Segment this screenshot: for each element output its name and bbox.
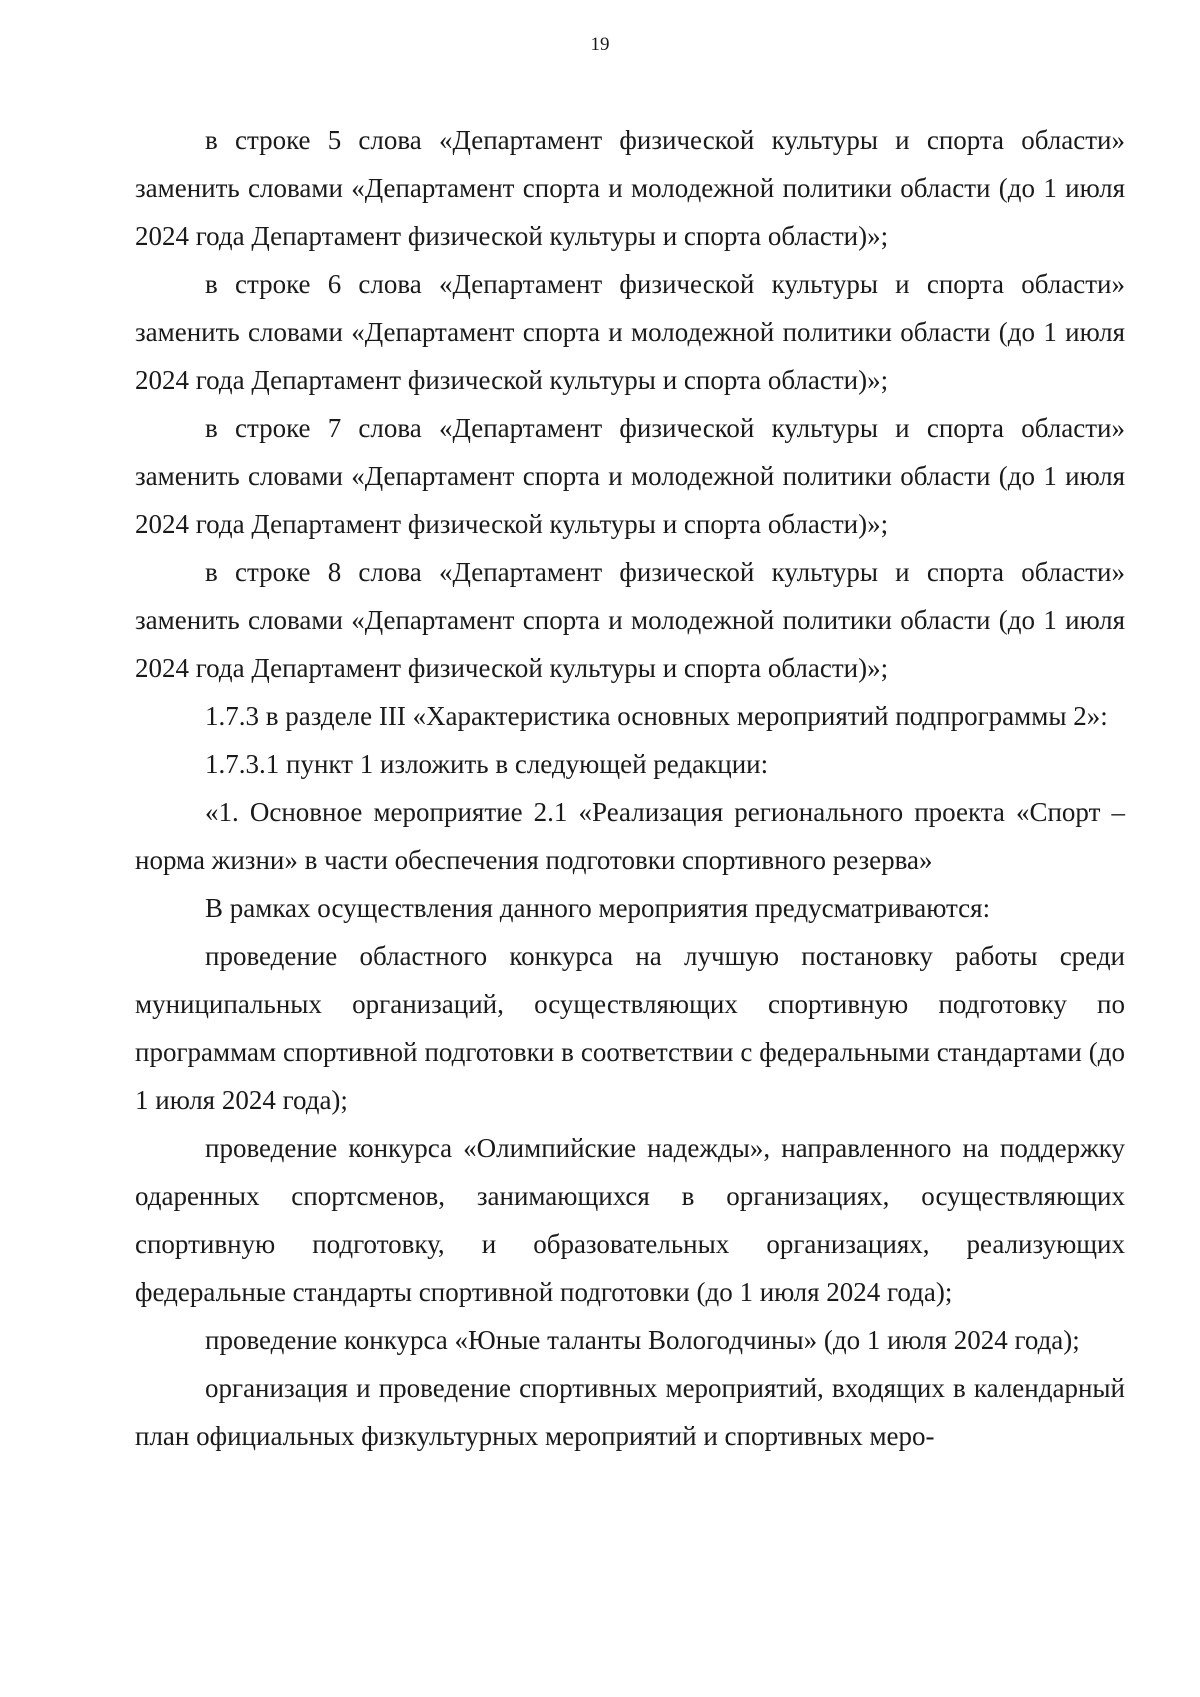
paragraph-main-activity: «1. Основное мероприятие 2.1 «Реализация регионального проекта «Спорт – норма жизни» в части обеспечения подготовки спортивного резерва» <box>135 797 1125 875</box>
paragraph-section-1-7-3-1: 1.7.3.1 пункт 1 изложить в следующей редакции: <box>205 749 769 779</box>
paragraph-young-talents: проведение конкурса «Юные таланты Вологодчины» (до 1 июля 2024 года); <box>205 1325 1080 1355</box>
paragraph-within-scope: В рамках осуществления данного мероприятия предусматриваются: <box>205 893 991 923</box>
paragraph-row-6: в строке 6 слова «Департамент физической культуры и спорта области» заменить словами «Департамент спорта и молодежной политики области (до 1 июля 2024 года Департамент физической культуры и спорта области)»; <box>135 269 1125 395</box>
paragraph-olympic-hopes: проведение конкурса «Олимпийские надежды», направленного на поддержку одаренных спортсменов, занимающихся в организациях, осуществляющих спортивную подготовку, и образовательных организациях, реализующих федеральные стандарты спортивной подготовки (до 1 июля 2024 года); <box>135 1133 1125 1307</box>
paragraph-section-1-7-3: 1.7.3 в разделе III «Характеристика основных мероприятий подпрограммы 2»: <box>205 701 1108 731</box>
paragraph-row-5: в строке 5 слова «Департамент физической культуры и спорта области» заменить словами «Департамент спорта и молодежной политики области (до 1 июля 2024 года Департамент физической культуры и спорта области)»; <box>135 125 1125 251</box>
page-number: 19 <box>590 34 610 55</box>
paragraph-row-7: в строке 7 слова «Департамент физической культуры и спорта области» заменить словами «Департамент спорта и молодежной политики области (до 1 июля 2024 года Департамент физической культуры и спорта области)»; <box>135 413 1125 539</box>
paragraph-sport-events: организация и проведение спортивных мероприятий, входящих в календарный план официальных физкультурных мероприятий и спортивных меро- <box>135 1373 1125 1451</box>
document-body <box>135 116 1125 1460</box>
paragraph-regional-contest: проведение областного конкурса на лучшую постановку работы среди муниципальных организаций, осуществляющих спортивную подготовку по программам спортивной подготовки в соответствии с федеральными стандартами (до 1 июля 2024 года); <box>135 941 1125 1115</box>
paragraph-row-8: в строке 8 слова «Департамент физической культуры и спорта области» заменить словами «Департамент спорта и молодежной политики области (до 1 июля 2024 года Департамент физической культуры и спорта области)»; <box>135 557 1125 683</box>
